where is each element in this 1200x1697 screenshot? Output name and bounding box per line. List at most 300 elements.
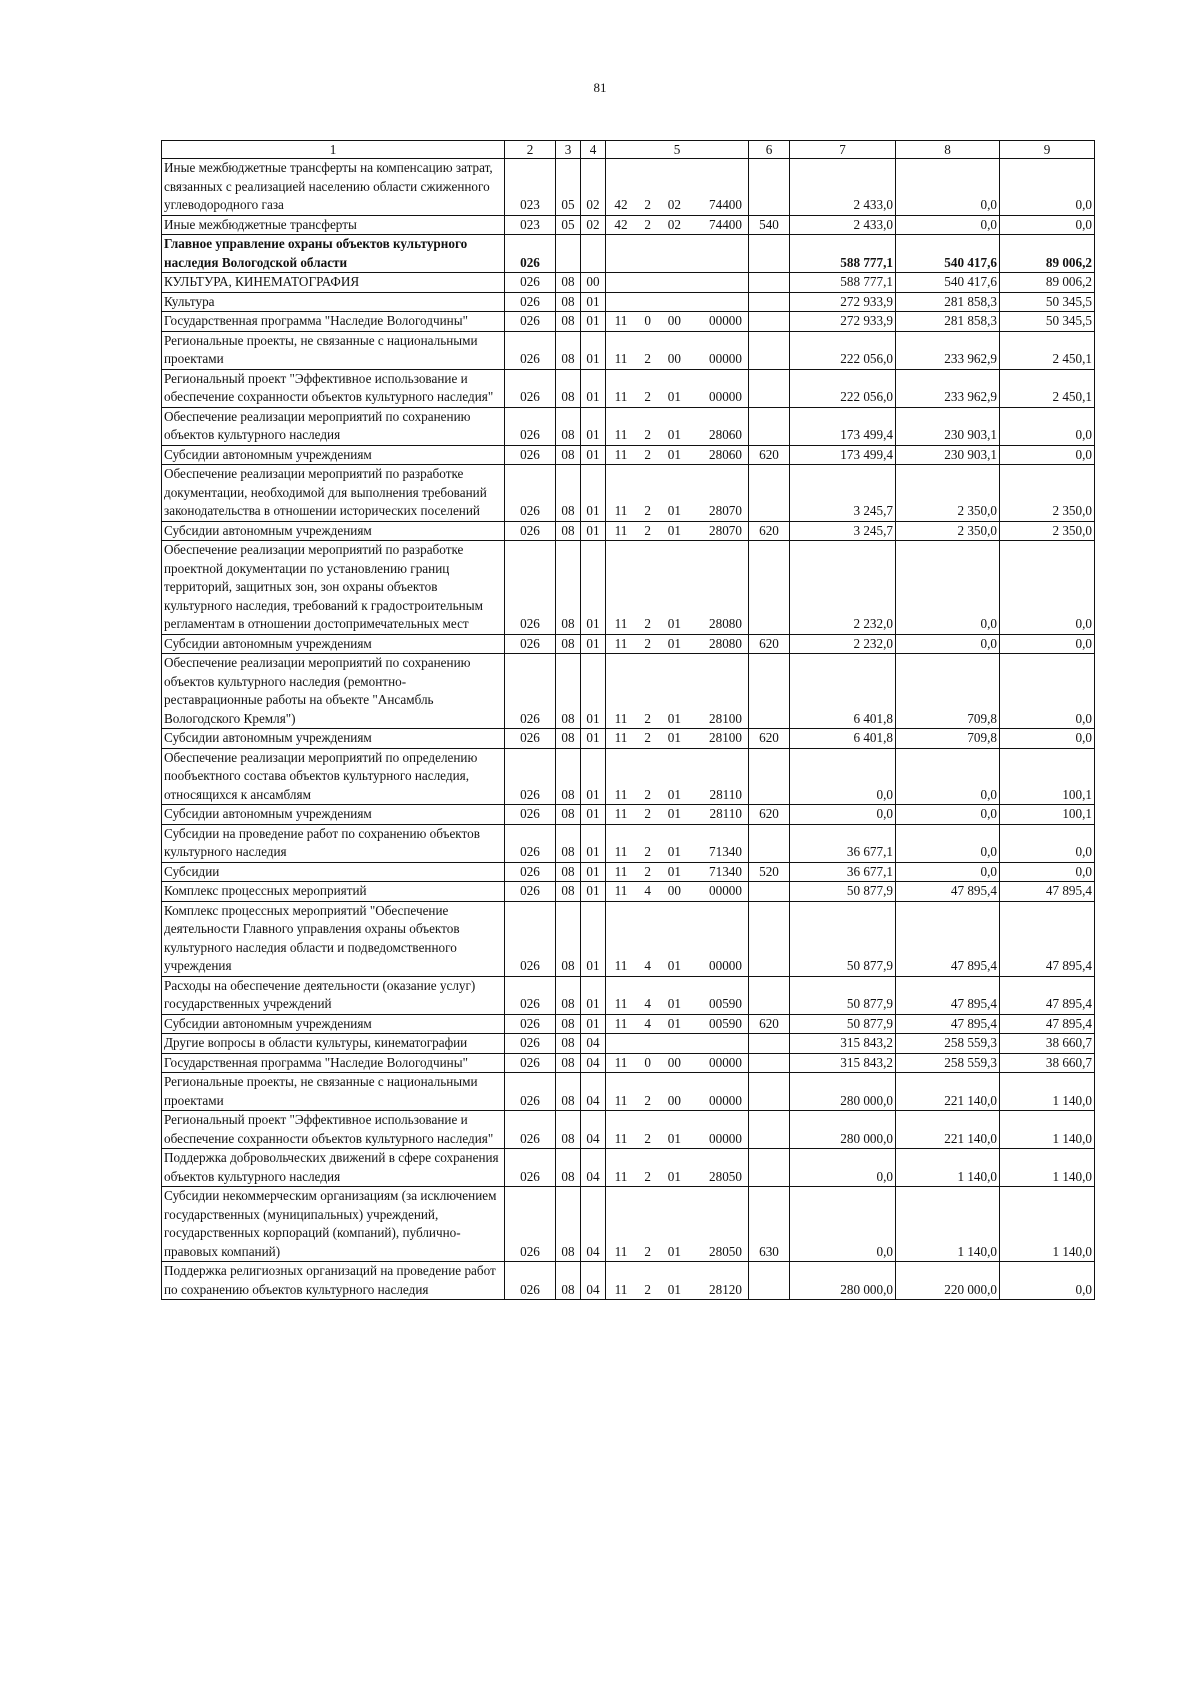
section-code-cell: 05 — [556, 159, 581, 216]
section-code-cell: 08 — [556, 805, 581, 825]
row-name-cell: Культура — [162, 292, 505, 312]
target-direction-code: 28070 — [709, 522, 742, 538]
row-name-cell: КУЛЬТУРА, КИНЕМАТОГРАФИЯ — [162, 273, 505, 293]
subsection-code-cell: 01 — [581, 824, 606, 862]
target-subprogram-code: 2 — [644, 446, 651, 462]
admin-code-cell: 026 — [505, 465, 556, 522]
section-code-cell: 08 — [556, 748, 581, 805]
row-name-cell: Обеспечение реализации мероприятий по разработке проектной документации по установлению границ территорий, защитных зон, зон охраны объектов культурного наследия, требований к градостроительным регламентам в отношении достопримечательных мест — [162, 541, 505, 635]
subsection-code-cell — [581, 235, 606, 273]
target-event-code: 00 — [667, 351, 681, 366]
section-code-cell: 08 — [556, 1014, 581, 1034]
target-article-cell — [606, 748, 749, 805]
table-row — [162, 521, 1095, 541]
target-article-cell — [606, 445, 749, 465]
target-article-cell — [606, 634, 749, 654]
row-name-cell: Главное управление охраны объектов культурного наследия Вологодской области — [162, 235, 505, 273]
amount-col7-cell: 588 777,1 — [790, 273, 896, 293]
target-program-code: 11 — [614, 1281, 628, 1297]
target-subprogram-code: 2 — [644, 522, 651, 538]
admin-code-cell: 026 — [505, 1053, 556, 1073]
target-subprogram-code: 2 — [644, 1168, 651, 1184]
header-cell-6: 6 — [749, 141, 790, 159]
target-event-code: 02 — [667, 216, 681, 232]
expense-type-cell — [749, 465, 790, 522]
target-program-code: 11 — [614, 446, 628, 462]
expense-type-cell — [749, 273, 790, 293]
table-row — [162, 729, 1095, 749]
amount-col7-cell: 173 499,4 — [790, 407, 896, 445]
admin-code-cell: 026 — [505, 273, 556, 293]
section-code-cell: 08 — [556, 465, 581, 522]
row-name-cell: Иные межбюджетные трансферты на компенсацию затрат, связанных с реализацией населению области сжиженного углеводородного газа — [162, 159, 505, 216]
amount-col7-cell: 2 232,0 — [790, 541, 896, 635]
row-name-cell: Поддержка добровольческих движений в сфере сохранения объектов культурного наследия — [162, 1149, 505, 1187]
table-row — [162, 1053, 1095, 1073]
expense-type-cell: 520 — [749, 862, 790, 882]
expense-type-cell — [749, 901, 790, 976]
target-subprogram-code: 2 — [644, 786, 651, 802]
subsection-code-cell: 04 — [581, 1187, 606, 1262]
target-event-code: 01 — [667, 635, 681, 651]
target-article-cell — [606, 1149, 749, 1187]
target-direction-code: 28100 — [709, 710, 742, 726]
amount-col7-cell: 36 677,1 — [790, 862, 896, 882]
target-subprogram-code: 2 — [644, 389, 651, 404]
table-row — [162, 976, 1095, 1014]
target-event-code: 00 — [667, 1092, 681, 1108]
amount-col8-cell: 709,8 — [896, 729, 1000, 749]
amount-col9-cell: 47 895,4 — [1000, 1014, 1095, 1034]
header-cell-8: 8 — [896, 141, 1000, 159]
expense-type-cell — [749, 312, 790, 332]
table-row — [162, 862, 1095, 882]
amount-col7-cell: 36 677,1 — [790, 824, 896, 862]
expense-type-cell — [749, 654, 790, 729]
amount-col8-cell: 709,8 — [896, 654, 1000, 729]
admin-code-cell: 026 — [505, 541, 556, 635]
expense-type-cell — [749, 748, 790, 805]
amount-col9-cell: 100,1 — [1000, 805, 1095, 825]
row-name-cell: Субсидии автономным учреждениям — [162, 445, 505, 465]
expense-type-cell: 620 — [749, 634, 790, 654]
amount-col8-cell: 1 140,0 — [896, 1187, 1000, 1262]
section-code-cell: 08 — [556, 292, 581, 312]
target-article-cell — [606, 824, 749, 862]
section-code-cell: 08 — [556, 1149, 581, 1187]
section-code-cell: 08 — [556, 541, 581, 635]
target-direction-code: 28070 — [709, 503, 742, 518]
target-article-cell — [606, 215, 749, 235]
target-direction-code: 00000 — [709, 1092, 742, 1108]
section-code-cell: 08 — [556, 1053, 581, 1073]
target-subprogram-code: 2 — [644, 503, 651, 518]
table-row — [162, 1073, 1095, 1111]
target-event-code: 01 — [667, 389, 681, 404]
amount-col8-cell: 540 417,6 — [896, 235, 1000, 273]
expense-type-cell — [749, 1111, 790, 1149]
target-subprogram-code: 4 — [644, 996, 651, 1011]
table-row — [162, 331, 1095, 369]
row-name-cell: Обеспечение реализации мероприятий по разработке документации, необходимой для выполнения требований законодательства в отношении исторических поселений — [162, 465, 505, 522]
amount-col8-cell: 2 350,0 — [896, 521, 1000, 541]
table-header-row — [162, 141, 1095, 159]
section-code-cell: 08 — [556, 369, 581, 407]
row-name-cell: Субсидии автономным учреждениям — [162, 729, 505, 749]
target-direction-code: 28050 — [709, 1168, 742, 1184]
admin-code-cell: 026 — [505, 292, 556, 312]
target-event-code: 01 — [667, 730, 681, 745]
target-article-cell — [606, 369, 749, 407]
target-program-code: 11 — [614, 806, 628, 821]
target-program-code: 11 — [614, 1015, 628, 1031]
target-direction-code: 00590 — [709, 996, 742, 1011]
target-direction-code: 28080 — [709, 635, 742, 651]
row-name-cell: Региональный проект "Эффективное использование и обеспечение сохранности объектов культурного наследия" — [162, 369, 505, 407]
target-subprogram-code: 2 — [644, 806, 651, 821]
amount-col8-cell: 0,0 — [896, 748, 1000, 805]
target-program-code: 42 — [614, 216, 628, 232]
amount-col9-cell: 0,0 — [1000, 1262, 1095, 1300]
target-subprogram-code: 2 — [644, 197, 651, 212]
table-row — [162, 748, 1095, 805]
target-subprogram-code: 2 — [644, 216, 651, 232]
table-row — [162, 654, 1095, 729]
target-direction-code: 28120 — [709, 1281, 742, 1297]
expense-type-cell — [749, 159, 790, 216]
section-code-cell: 08 — [556, 882, 581, 902]
amount-col7-cell: 173 499,4 — [790, 445, 896, 465]
amount-col7-cell: 3 245,7 — [790, 521, 896, 541]
table-row — [162, 369, 1095, 407]
row-name-cell: Обеспечение реализации мероприятий по определению пообъектного состава объектов культурного наследия, относящихся к ансамблям — [162, 748, 505, 805]
target-subprogram-code: 2 — [644, 710, 651, 726]
table-row — [162, 1111, 1095, 1149]
section-code-cell: 08 — [556, 862, 581, 882]
target-subprogram-code: 2 — [644, 635, 651, 651]
target-direction-code: 00000 — [709, 883, 742, 898]
subsection-code-cell: 04 — [581, 1073, 606, 1111]
target-subprogram-code: 4 — [644, 958, 651, 973]
amount-col7-cell: 0,0 — [790, 805, 896, 825]
target-article-cell — [606, 729, 749, 749]
expense-type-cell — [749, 1053, 790, 1073]
target-program-code: 11 — [614, 427, 628, 442]
amount-col9-cell: 0,0 — [1000, 215, 1095, 235]
target-article-cell — [606, 1034, 749, 1054]
expense-type-cell — [749, 1149, 790, 1187]
table-row — [162, 235, 1095, 273]
target-program-code: 11 — [614, 883, 628, 898]
amount-col7-cell: 0,0 — [790, 1149, 896, 1187]
amount-col7-cell: 2 232,0 — [790, 634, 896, 654]
target-event-code: 01 — [667, 616, 681, 631]
target-subprogram-code: 4 — [644, 1015, 651, 1031]
amount-col7-cell: 50 877,9 — [790, 1014, 896, 1034]
subsection-code-cell: 01 — [581, 407, 606, 445]
target-direction-code: 74400 — [709, 216, 742, 232]
section-code-cell: 08 — [556, 976, 581, 1014]
target-event-code: 01 — [667, 786, 681, 802]
target-direction-code: 28110 — [709, 806, 742, 821]
target-direction-code: 28080 — [709, 616, 742, 631]
row-name-cell: Комплекс процессных мероприятий — [162, 882, 505, 902]
target-program-code: 11 — [614, 1168, 628, 1184]
target-program-code: 11 — [614, 844, 628, 859]
row-name-cell: Обеспечение реализации мероприятий по сохранению объектов культурного наследия (ремонтно-реставрационные работы на объекте "Ансамбль Вологодского Кремля") — [162, 654, 505, 729]
section-code-cell: 08 — [556, 521, 581, 541]
table-row — [162, 882, 1095, 902]
amount-col7-cell: 315 843,2 — [790, 1053, 896, 1073]
section-code-cell: 08 — [556, 312, 581, 332]
admin-code-cell: 023 — [505, 215, 556, 235]
amount-col8-cell: 281 858,3 — [896, 312, 1000, 332]
target-direction-code: 00000 — [709, 313, 742, 328]
table-row — [162, 1034, 1095, 1054]
amount-col8-cell: 233 962,9 — [896, 369, 1000, 407]
target-program-code: 11 — [614, 710, 628, 726]
amount-col8-cell: 1 140,0 — [896, 1149, 1000, 1187]
table-row — [162, 292, 1095, 312]
expense-type-cell — [749, 331, 790, 369]
subsection-code-cell: 01 — [581, 805, 606, 825]
target-direction-code: 00000 — [709, 1130, 742, 1146]
row-name-cell: Субсидии автономным учреждениям — [162, 1014, 505, 1034]
table-row — [162, 159, 1095, 216]
amount-col9-cell: 0,0 — [1000, 445, 1095, 465]
amount-col9-cell: 0,0 — [1000, 862, 1095, 882]
amount-col8-cell: 0,0 — [896, 159, 1000, 216]
target-program-code: 11 — [614, 635, 628, 651]
amount-col9-cell: 1 140,0 — [1000, 1111, 1095, 1149]
admin-code-cell: 026 — [505, 634, 556, 654]
target-article-cell — [606, 1111, 749, 1149]
target-program-code: 11 — [614, 1243, 628, 1259]
target-direction-code: 00000 — [709, 958, 742, 973]
admin-code-cell: 026 — [505, 862, 556, 882]
target-event-code: 01 — [667, 1281, 681, 1297]
target-event-code: 01 — [667, 427, 681, 442]
target-event-code: 01 — [667, 522, 681, 538]
target-program-code: 11 — [614, 863, 628, 879]
amount-col9-cell: 47 895,4 — [1000, 976, 1095, 1014]
table-row — [162, 445, 1095, 465]
target-event-code: 01 — [667, 958, 681, 973]
target-direction-code: 00590 — [709, 1015, 742, 1031]
row-name-cell: Другие вопросы в области культуры, кинематографии — [162, 1034, 505, 1054]
row-name-cell: Поддержка религиозных организаций на проведение работ по сохранению объектов культурного наследия — [162, 1262, 505, 1300]
target-direction-code: 71340 — [709, 844, 742, 859]
subsection-code-cell: 04 — [581, 1149, 606, 1187]
target-event-code: 02 — [667, 197, 681, 212]
admin-code-cell: 026 — [505, 445, 556, 465]
target-direction-code: 71340 — [709, 863, 742, 879]
target-event-code: 01 — [667, 1015, 681, 1031]
subsection-code-cell: 00 — [581, 273, 606, 293]
row-name-cell: Государственная программа "Наследие Вологодчины" — [162, 312, 505, 332]
amount-col8-cell: 220 000,0 — [896, 1262, 1000, 1300]
target-article-cell — [606, 1187, 749, 1262]
amount-col7-cell: 272 933,9 — [790, 312, 896, 332]
section-code-cell: 08 — [556, 445, 581, 465]
expense-type-cell — [749, 235, 790, 273]
amount-col8-cell: 0,0 — [896, 824, 1000, 862]
admin-code-cell: 026 — [505, 312, 556, 332]
table-row — [162, 901, 1095, 976]
target-direction-code: 74400 — [709, 197, 742, 212]
admin-code-cell: 026 — [505, 521, 556, 541]
amount-col9-cell: 0,0 — [1000, 541, 1095, 635]
amount-col7-cell: 222 056,0 — [790, 331, 896, 369]
row-name-cell: Региональные проекты, не связанные с национальными проектами — [162, 331, 505, 369]
row-name-cell: Иные межбюджетные трансферты — [162, 215, 505, 235]
target-program-code: 11 — [614, 351, 628, 366]
target-article-cell — [606, 521, 749, 541]
target-article-cell — [606, 273, 749, 293]
expense-type-cell: 630 — [749, 1187, 790, 1262]
amount-col8-cell: 230 903,1 — [896, 407, 1000, 445]
amount-col9-cell: 2 450,1 — [1000, 331, 1095, 369]
target-article-cell — [606, 1014, 749, 1034]
table-row — [162, 1014, 1095, 1034]
target-event-code: 01 — [667, 1168, 681, 1184]
amount-col9-cell: 2 450,1 — [1000, 369, 1095, 407]
target-article-cell — [606, 407, 749, 445]
table-row — [162, 1187, 1095, 1262]
expense-type-cell — [749, 541, 790, 635]
expense-type-cell — [749, 292, 790, 312]
amount-col9-cell: 0,0 — [1000, 654, 1095, 729]
target-event-code: 01 — [667, 1130, 681, 1146]
budget-table-body — [162, 141, 1095, 1300]
expense-type-cell: 620 — [749, 729, 790, 749]
target-program-code: 11 — [614, 996, 628, 1011]
amount-col9-cell: 0,0 — [1000, 159, 1095, 216]
target-program-code: 42 — [614, 197, 628, 212]
header-cell-3: 3 — [556, 141, 581, 159]
expense-type-cell — [749, 369, 790, 407]
target-program-code: 11 — [614, 1130, 628, 1146]
row-name-cell: Обеспечение реализации мероприятий по сохранению объектов культурного наследия — [162, 407, 505, 445]
page-number: 81 — [593, 80, 607, 95]
table-row — [162, 465, 1095, 522]
target-event-code: 01 — [667, 806, 681, 821]
target-program-code: 11 — [614, 730, 628, 745]
subsection-code-cell: 01 — [581, 292, 606, 312]
expense-type-cell — [749, 1262, 790, 1300]
target-subprogram-code: 2 — [644, 1243, 651, 1259]
row-name-cell: Комплекс процессных мероприятий "Обеспечение деятельности Главного управления охраны объектов культурного наследия области и подведомственного учреждения — [162, 901, 505, 976]
subsection-code-cell: 01 — [581, 654, 606, 729]
expense-type-cell: 540 — [749, 215, 790, 235]
target-direction-code: 00000 — [709, 389, 742, 404]
admin-code-cell: 026 — [505, 407, 556, 445]
target-article-cell — [606, 976, 749, 1014]
amount-col8-cell: 2 350,0 — [896, 465, 1000, 522]
admin-code-cell: 026 — [505, 654, 556, 729]
section-code-cell: 08 — [556, 729, 581, 749]
section-code-cell: 08 — [556, 1187, 581, 1262]
target-article-cell — [606, 862, 749, 882]
target-article-cell — [606, 312, 749, 332]
admin-code-cell: 026 — [505, 331, 556, 369]
subsection-code-cell: 01 — [581, 882, 606, 902]
section-code-cell: 08 — [556, 1111, 581, 1149]
subsection-code-cell: 01 — [581, 1014, 606, 1034]
admin-code-cell: 026 — [505, 976, 556, 1014]
amount-col8-cell: 230 903,1 — [896, 445, 1000, 465]
target-subprogram-code: 2 — [644, 1130, 651, 1146]
admin-code-cell: 026 — [505, 1262, 556, 1300]
header-cell-5: 5 — [606, 141, 749, 159]
header-cell-4: 4 — [581, 141, 606, 159]
amount-col9-cell: 38 660,7 — [1000, 1053, 1095, 1073]
subsection-code-cell: 01 — [581, 862, 606, 882]
amount-col8-cell: 0,0 — [896, 215, 1000, 235]
expense-type-cell — [749, 1034, 790, 1054]
target-article-cell — [606, 805, 749, 825]
target-direction-code: 28060 — [709, 446, 742, 462]
amount-col9-cell: 47 895,4 — [1000, 882, 1095, 902]
target-direction-code: 00000 — [709, 1054, 742, 1070]
amount-col8-cell: 221 140,0 — [896, 1111, 1000, 1149]
section-code-cell: 08 — [556, 654, 581, 729]
target-subprogram-code: 2 — [644, 844, 651, 859]
subsection-code-cell: 01 — [581, 748, 606, 805]
subsection-code-cell: 01 — [581, 465, 606, 522]
amount-col7-cell: 2 433,0 — [790, 215, 896, 235]
section-code-cell — [556, 235, 581, 273]
budget-table — [161, 140, 1095, 1300]
target-event-code: 01 — [667, 844, 681, 859]
amount-col8-cell: 540 417,6 — [896, 273, 1000, 293]
section-code-cell: 08 — [556, 824, 581, 862]
expense-type-cell — [749, 882, 790, 902]
admin-code-cell: 026 — [505, 235, 556, 273]
table-row — [162, 273, 1095, 293]
target-article-cell — [606, 882, 749, 902]
amount-col9-cell: 2 350,0 — [1000, 521, 1095, 541]
row-name-cell: Государственная программа "Наследие Вологодчины" — [162, 1053, 505, 1073]
admin-code-cell: 026 — [505, 1073, 556, 1111]
row-name-cell: Региональные проекты, не связанные с национальными проектами — [162, 1073, 505, 1111]
row-name-cell: Субсидии автономным учреждениям — [162, 805, 505, 825]
table-row — [162, 805, 1095, 825]
amount-col8-cell: 47 895,4 — [896, 1014, 1000, 1034]
amount-col8-cell: 0,0 — [896, 541, 1000, 635]
row-name-cell: Субсидии некоммерческим организациям (за исключением государственных (муниципальных) учреждений, государственных корпораций (компаний), публично-правовых компаний) — [162, 1187, 505, 1262]
target-program-code: 11 — [614, 503, 628, 518]
amount-col8-cell: 47 895,4 — [896, 882, 1000, 902]
target-program-code: 11 — [614, 786, 628, 802]
target-subprogram-code: 0 — [644, 1054, 651, 1070]
section-code-cell: 08 — [556, 273, 581, 293]
admin-code-cell: 026 — [505, 1149, 556, 1187]
expense-type-cell — [749, 976, 790, 1014]
section-code-cell: 05 — [556, 215, 581, 235]
expense-type-cell — [749, 407, 790, 445]
table-row — [162, 634, 1095, 654]
amount-col9-cell: 2 350,0 — [1000, 465, 1095, 522]
admin-code-cell: 026 — [505, 824, 556, 862]
target-direction-code: 28100 — [709, 730, 742, 745]
table-row — [162, 541, 1095, 635]
row-name-cell: Субсидии на проведение работ по сохранению объектов культурного наследия — [162, 824, 505, 862]
expense-type-cell: 620 — [749, 805, 790, 825]
amount-col7-cell: 280 000,0 — [790, 1073, 896, 1111]
subsection-code-cell: 01 — [581, 521, 606, 541]
header-cell-9: 9 — [1000, 141, 1095, 159]
